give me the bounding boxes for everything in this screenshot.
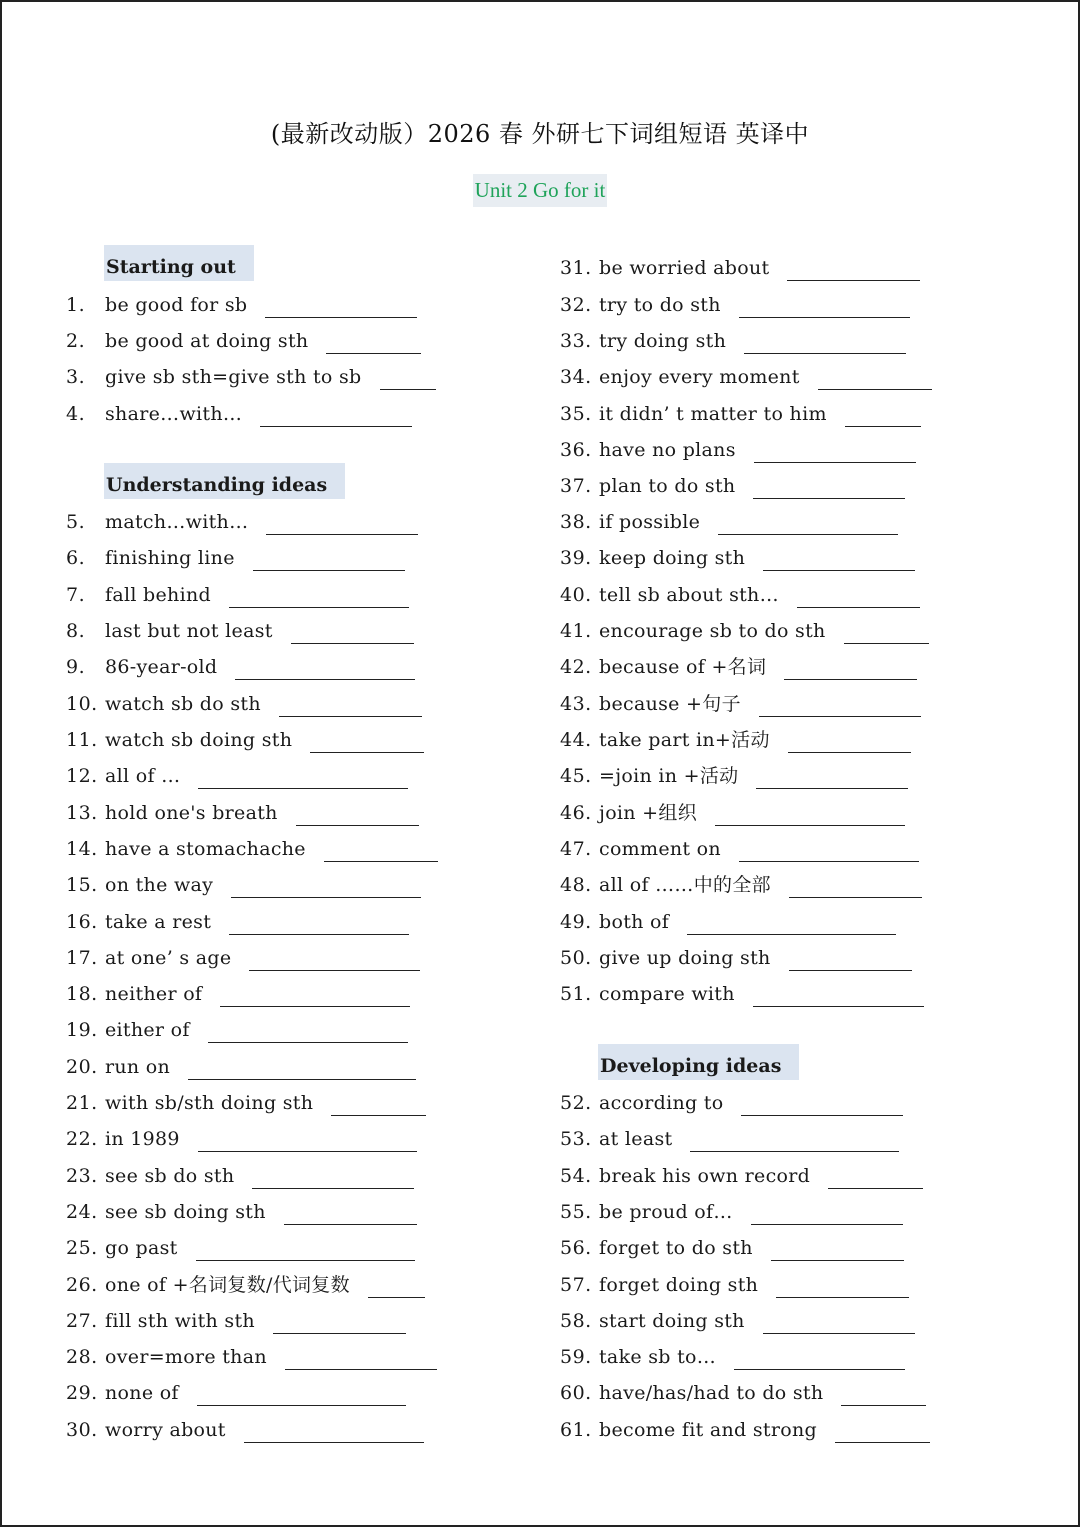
- phrase-text: take part in+活动: [599, 729, 770, 751]
- answer-blank[interactable]: [331, 1093, 426, 1116]
- answer-blank[interactable]: [208, 1020, 408, 1043]
- phrase-number: 52.: [560, 1092, 592, 1114]
- answer-blank[interactable]: [818, 367, 932, 390]
- phrase-text: see sb doing sth: [105, 1201, 266, 1223]
- phrase-row: [66, 1049, 416, 1085]
- answer-blank[interactable]: [284, 1202, 417, 1225]
- phrase-number: 22.: [66, 1128, 98, 1150]
- phrase-text: last but not least: [105, 620, 273, 642]
- answer-blank[interactable]: [229, 585, 409, 608]
- answer-blank[interactable]: [279, 694, 422, 717]
- phrase-row: [66, 1012, 408, 1048]
- phrase-row: [560, 976, 924, 1012]
- phrase-number: 23.: [66, 1165, 98, 1187]
- phrase-text: have no plans: [599, 439, 736, 461]
- phrase-text: watch sb doing sth: [105, 729, 293, 751]
- phrase-number: 16.: [66, 911, 98, 933]
- answer-blank[interactable]: [197, 1383, 406, 1406]
- answer-blank[interactable]: [188, 1057, 416, 1080]
- phrase-number: 45.: [560, 765, 592, 787]
- phrase-number: 41.: [560, 620, 592, 642]
- answer-blank[interactable]: [753, 476, 905, 499]
- phrase-text: forget to do sth: [599, 1237, 753, 1259]
- answer-blank[interactable]: [324, 839, 438, 862]
- answer-blank[interactable]: [763, 1311, 915, 1334]
- answer-blank[interactable]: [260, 404, 412, 427]
- answer-blank[interactable]: [776, 1275, 909, 1298]
- phrase-row: [560, 795, 905, 831]
- phrase-text: both of: [599, 911, 670, 933]
- answer-blank[interactable]: [273, 1311, 406, 1334]
- phrase-row: [560, 831, 919, 867]
- phrase-text: compare with: [599, 983, 735, 1005]
- phrase-text: hold one's breath: [105, 802, 278, 824]
- answer-blank[interactable]: [771, 1238, 904, 1261]
- phrase-row: [66, 722, 424, 758]
- answer-blank[interactable]: [828, 1166, 923, 1189]
- phrase-text: watch sb do sth: [105, 693, 261, 715]
- phrase-row: [560, 432, 916, 468]
- phrase-text: at one’ s age: [105, 947, 232, 969]
- phrase-number: 3.: [66, 366, 86, 388]
- phrase-number: 24.: [66, 1201, 98, 1223]
- phrase-number: 51.: [560, 983, 592, 1005]
- answer-blank[interactable]: [198, 1129, 417, 1152]
- phrase-number: 35.: [560, 403, 592, 425]
- phrase-number: 54.: [560, 1165, 592, 1187]
- phrase-text: join +组织: [599, 802, 698, 824]
- phrase-text: with sb/sth doing sth: [105, 1092, 314, 1114]
- section-developing-ideas: Developing ideas: [598, 1044, 799, 1080]
- phrase-number: 28.: [66, 1346, 98, 1368]
- phrase-row: [560, 1303, 915, 1339]
- phrase-row: [66, 1085, 426, 1121]
- phrase-text: it didn’ t matter to him: [599, 403, 827, 425]
- phrase-row: [66, 686, 422, 722]
- phrase-row: [560, 1085, 903, 1121]
- phrase-text: finishing line: [105, 547, 235, 569]
- phrase-number: 55.: [560, 1201, 592, 1223]
- phrase-row: [66, 831, 438, 867]
- unit-heading: Unit 2 Go for it: [473, 174, 608, 207]
- phrase-text: worry about: [105, 1419, 226, 1441]
- phrase-row: [560, 613, 929, 649]
- answer-blank[interactable]: [787, 258, 920, 281]
- phrase-number: 25.: [66, 1237, 98, 1259]
- phrase-text: see sb do sth: [105, 1165, 235, 1187]
- phrase-row: [66, 649, 415, 685]
- phrase-row: [66, 1412, 424, 1448]
- phrase-number: 30.: [66, 1419, 98, 1441]
- answer-blank[interactable]: [844, 621, 929, 644]
- phrase-text: one of +名词复数/代词复数: [105, 1274, 350, 1296]
- phrase-row: [66, 867, 421, 903]
- answer-blank[interactable]: [244, 1420, 424, 1443]
- phrase-number: 61.: [560, 1419, 592, 1441]
- phrase-text: forget doing sth: [599, 1274, 759, 1296]
- phrase-text: either of: [105, 1019, 190, 1041]
- phrase-number: 37.: [560, 475, 592, 497]
- phrase-number: 48.: [560, 874, 592, 896]
- answer-blank[interactable]: [249, 948, 420, 971]
- phrase-number: 42.: [560, 656, 592, 678]
- answer-blank[interactable]: [266, 512, 418, 535]
- phrase-number: 2.: [66, 330, 86, 352]
- answer-blank[interactable]: [797, 585, 920, 608]
- phrase-number: 8.: [66, 620, 86, 642]
- phrase-text: comment on: [599, 838, 721, 860]
- phrase-text: over=more than: [105, 1346, 267, 1368]
- answer-blank[interactable]: [291, 621, 414, 644]
- phrase-text: neither of: [105, 983, 203, 1005]
- phrase-row: [560, 940, 912, 976]
- section-starting-out: Starting out: [104, 245, 254, 281]
- answer-blank[interactable]: [265, 295, 417, 318]
- phrase-row: [560, 1339, 905, 1375]
- phrase-text: give up doing sth: [599, 947, 771, 969]
- phrase-row: [560, 1412, 930, 1448]
- phrase-number: 36.: [560, 439, 592, 461]
- phrase-row: [66, 1375, 406, 1411]
- phrase-row: [560, 1158, 923, 1194]
- phrase-row: [66, 976, 410, 1012]
- answer-blank[interactable]: [198, 766, 408, 789]
- phrase-row: [560, 1267, 909, 1303]
- phrase-row: [560, 649, 917, 685]
- phrase-row: [66, 940, 420, 976]
- phrase-number: 40.: [560, 584, 592, 606]
- phrase-row: [560, 686, 921, 722]
- phrase-row: [66, 577, 409, 613]
- phrase-row: [66, 359, 436, 395]
- answer-blank[interactable]: [784, 657, 917, 680]
- phrase-text: try to do sth: [599, 294, 721, 316]
- phrase-number: 58.: [560, 1310, 592, 1332]
- phrase-row: [66, 613, 414, 649]
- phrase-number: 47.: [560, 838, 592, 860]
- phrase-text: on the way: [105, 874, 214, 896]
- answer-blank[interactable]: [744, 331, 906, 354]
- phrase-text: keep doing sth: [599, 547, 746, 569]
- phrase-row: [560, 1375, 926, 1411]
- phrase-text: none of: [105, 1382, 179, 1404]
- phrase-row: [66, 1194, 417, 1230]
- answer-blank[interactable]: [253, 548, 405, 571]
- answer-blank[interactable]: [296, 803, 419, 826]
- phrase-number: 12.: [66, 765, 98, 787]
- section-understanding-ideas: Understanding ideas: [104, 463, 345, 499]
- answer-blank[interactable]: [756, 766, 908, 789]
- phrase-row: [66, 1339, 437, 1375]
- phrase-number: 32.: [560, 294, 592, 316]
- answer-blank[interactable]: [252, 1166, 414, 1189]
- phrase-number: 17.: [66, 947, 98, 969]
- phrase-text: tell sb about sth…: [599, 584, 779, 606]
- phrase-number: 18.: [66, 983, 98, 1005]
- phrase-number: 31.: [560, 257, 592, 279]
- answer-blank[interactable]: [789, 875, 922, 898]
- phrase-row: [560, 359, 932, 395]
- phrase-number: 44.: [560, 729, 592, 751]
- phrase-text: match…with…: [105, 511, 249, 533]
- answer-blank[interactable]: [739, 295, 910, 318]
- answer-blank[interactable]: [220, 984, 410, 1007]
- phrase-number: 5.: [66, 511, 86, 533]
- answer-blank[interactable]: [690, 1129, 899, 1152]
- phrase-row: [66, 287, 417, 323]
- answer-blank[interactable]: [763, 548, 915, 571]
- phrase-number: 56.: [560, 1237, 592, 1259]
- answer-blank[interactable]: [751, 1202, 903, 1225]
- answer-blank[interactable]: [789, 948, 912, 971]
- phrase-number: 7.: [66, 584, 86, 606]
- phrase-text: fill sth with sth: [105, 1310, 255, 1332]
- answer-blank[interactable]: [845, 404, 921, 427]
- phrase-text: 86-year-old: [105, 656, 218, 678]
- answer-blank[interactable]: [753, 984, 924, 1007]
- phrase-text: all of ……中的全部: [599, 874, 771, 896]
- phrase-row: [560, 722, 911, 758]
- phrase-number: 19.: [66, 1019, 98, 1041]
- answer-blank[interactable]: [754, 440, 916, 463]
- phrase-row: [66, 1230, 415, 1266]
- phrase-text: fall behind: [105, 584, 211, 606]
- phrase-row: [66, 1267, 425, 1303]
- phrase-text: have a stomachache: [105, 838, 306, 860]
- phrase-row: [66, 396, 412, 432]
- phrase-text: at least: [599, 1128, 673, 1150]
- phrase-text: go past: [105, 1237, 178, 1259]
- phrase-row: [560, 540, 915, 576]
- phrase-number: 29.: [66, 1382, 98, 1404]
- answer-blank[interactable]: [741, 1093, 903, 1116]
- phrase-text: break his own record: [599, 1165, 811, 1187]
- phrase-row: [560, 577, 920, 613]
- phrase-row: [560, 287, 910, 323]
- phrase-row: [560, 504, 898, 540]
- answer-blank[interactable]: [285, 1347, 437, 1370]
- phrase-text: if possible: [599, 511, 701, 533]
- phrase-number: 53.: [560, 1128, 592, 1150]
- phrase-text: =join in +活动: [599, 765, 739, 787]
- phrase-number: 50.: [560, 947, 592, 969]
- phrase-row: [560, 396, 921, 432]
- phrase-number: 57.: [560, 1274, 592, 1296]
- answer-blank[interactable]: [368, 1275, 425, 1298]
- answer-blank[interactable]: [718, 512, 898, 535]
- phrase-number: 46.: [560, 802, 592, 824]
- answer-blank[interactable]: [235, 657, 415, 680]
- phrase-text: be good at doing sth: [105, 330, 309, 352]
- answer-blank[interactable]: [841, 1383, 926, 1406]
- phrase-number: 27.: [66, 1310, 98, 1332]
- phrase-text: become fit and strong: [599, 1419, 817, 1441]
- phrase-text: encourage sb to do sth: [599, 620, 826, 642]
- phrase-number: 60.: [560, 1382, 592, 1404]
- answer-blank[interactable]: [759, 694, 921, 717]
- answer-blank[interactable]: [734, 1347, 905, 1370]
- phrase-number: 10.: [66, 693, 98, 715]
- phrase-row: [66, 1121, 417, 1157]
- phrase-text: because of +名词: [599, 656, 767, 678]
- answer-blank[interactable]: [687, 912, 896, 935]
- phrase-row: [66, 904, 409, 940]
- answer-blank[interactable]: [380, 367, 436, 390]
- phrase-number: 20.: [66, 1056, 98, 1078]
- phrase-text: try doing sth: [599, 330, 727, 352]
- phrase-row: [560, 1121, 899, 1157]
- phrase-number: 4.: [66, 403, 86, 425]
- phrase-row: [560, 323, 906, 359]
- phrase-text: in 1989: [105, 1128, 180, 1150]
- phrase-number: 33.: [560, 330, 592, 352]
- phrase-row: [560, 867, 922, 903]
- phrase-text: take a rest: [105, 911, 212, 933]
- phrase-text: have/has/had to do sth: [599, 1382, 824, 1404]
- phrase-number: 6.: [66, 547, 86, 569]
- answer-blank[interactable]: [196, 1238, 415, 1261]
- phrase-number: 21.: [66, 1092, 98, 1114]
- phrase-text: according to: [599, 1092, 724, 1114]
- phrase-row: [560, 758, 908, 794]
- phrase-text: give sb sth=give sth to sb: [105, 366, 362, 388]
- phrase-text: run on: [105, 1056, 171, 1078]
- phrase-number: 26.: [66, 1274, 98, 1296]
- phrase-number: 49.: [560, 911, 592, 933]
- phrase-number: 15.: [66, 874, 98, 896]
- phrase-number: 59.: [560, 1346, 592, 1368]
- phrase-row: [66, 504, 418, 540]
- phrase-row: [66, 323, 421, 359]
- phrase-text: be proud of…: [599, 1201, 733, 1223]
- phrase-text: plan to do sth: [599, 475, 736, 497]
- phrase-row: [66, 1158, 414, 1194]
- answer-blank[interactable]: [326, 331, 421, 354]
- phrase-text: be good for sb: [105, 294, 248, 316]
- phrase-number: 14.: [66, 838, 98, 860]
- phrase-number: 9.: [66, 656, 86, 678]
- answer-blank[interactable]: [739, 839, 919, 862]
- phrase-number: 39.: [560, 547, 592, 569]
- answer-blank[interactable]: [231, 875, 421, 898]
- answer-blank[interactable]: [310, 730, 424, 753]
- phrase-text: be worried about: [599, 257, 770, 279]
- phrase-text: enjoy every moment: [599, 366, 800, 388]
- phrase-text: all of …: [105, 765, 181, 787]
- phrase-number: 1.: [66, 294, 86, 316]
- answer-blank[interactable]: [835, 1420, 930, 1443]
- phrase-number: 13.: [66, 802, 98, 824]
- phrase-number: 43.: [560, 693, 592, 715]
- answer-blank[interactable]: [715, 803, 905, 826]
- page-title: (最新改动版）2026 春 外研七下词组短语 英译中: [270, 120, 810, 148]
- answer-blank[interactable]: [788, 730, 911, 753]
- phrase-number: 11.: [66, 729, 98, 751]
- unit-heading-wrap: [0, 174, 1080, 207]
- phrase-row: [560, 250, 920, 286]
- phrase-row: [66, 540, 405, 576]
- phrase-text: take sb to…: [599, 1346, 717, 1368]
- phrase-row: [66, 1303, 406, 1339]
- answer-blank[interactable]: [229, 912, 409, 935]
- phrase-row: [66, 795, 419, 831]
- phrase-text: because +句子: [599, 693, 741, 715]
- phrase-number: 38.: [560, 511, 592, 533]
- phrase-text: share…with…: [105, 403, 243, 425]
- phrase-row: [560, 468, 905, 504]
- phrase-text: start doing sth: [599, 1310, 745, 1332]
- phrase-number: 34.: [560, 366, 592, 388]
- phrase-row: [560, 1194, 903, 1230]
- phrase-row: [560, 904, 896, 940]
- phrase-row: [560, 1230, 904, 1266]
- phrase-row: [66, 758, 408, 794]
